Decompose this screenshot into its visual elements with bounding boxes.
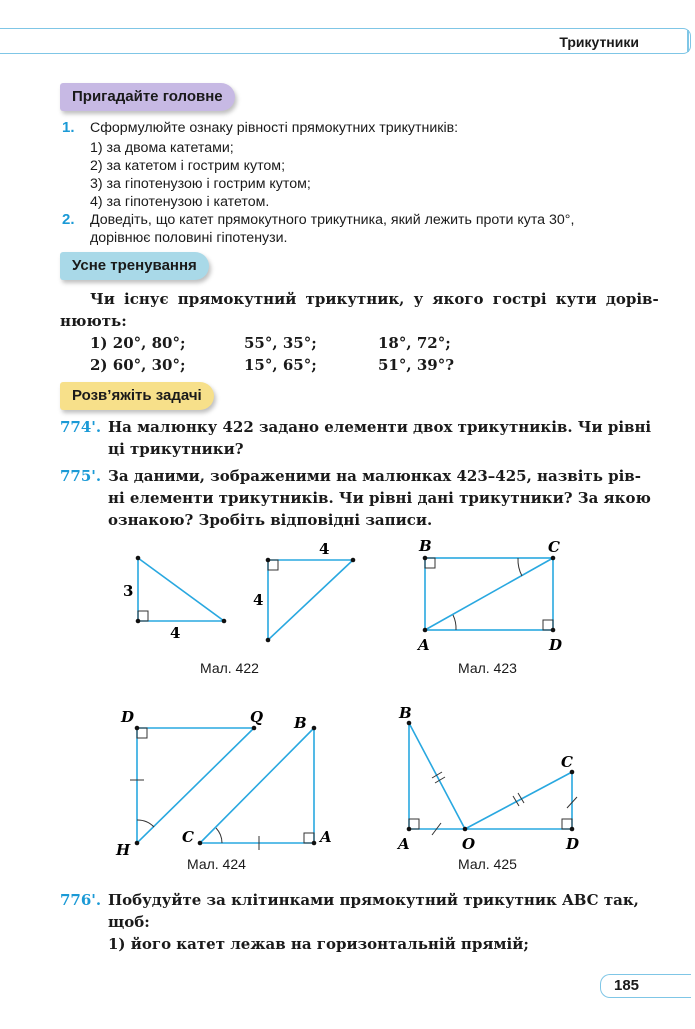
oral-row1-col3: 18°, 72°; [378, 334, 451, 352]
fig423-label-C: C [548, 538, 560, 556]
recall-2-line: Доведіть, що катет прямокутного трикутника, який лежить проти кута 30°, [90, 212, 575, 228]
fig422-label-3: 3 [123, 582, 134, 600]
oral-row2-col2: 15°, 65°; [244, 356, 317, 374]
caption-fig424: Мал. 424 [187, 856, 246, 872]
recall-num-2: 2. [62, 211, 75, 228]
recall-1-line: 2) за катетом і гострим кутом; [90, 158, 286, 174]
fig423-label-A: A [418, 636, 430, 654]
fig424-label-D: D [121, 708, 135, 726]
fig425-label-C: C [561, 753, 573, 771]
recall-2-line: дорівнює половині гіпотенузи. [90, 230, 288, 246]
oral-row1-col1: 1) 20°, 80°; [90, 334, 186, 352]
fig425-label-D: D [566, 835, 580, 853]
fig424-label-C: C [182, 828, 194, 846]
fig424-label-H: H [116, 841, 131, 859]
figure-424 [130, 728, 314, 850]
task-776-line: 1) його катет лежав на горизонтальній прямій; [108, 935, 529, 953]
fig425-label-B: B [399, 704, 412, 722]
fig425-label-A: A [398, 835, 410, 853]
figure-425 [409, 723, 577, 835]
task-774-line: На малюнку 422 задано елементи двох трикутників. Чи рівні [108, 418, 652, 436]
fig424-label-A: A [320, 828, 332, 846]
section-oral-badge: Усне тренування [60, 252, 209, 280]
recall-1-line: 3) за гіпотенузою і гострим кутом; [90, 176, 311, 192]
caption-fig422: Мал. 422 [200, 660, 259, 676]
task-774-num: 774'. [60, 418, 102, 436]
oral-row2-col3: 51°, 39°? [378, 356, 454, 374]
task-776-line: Побудуйте за клітинками прямокутний трикутник ABC так, [108, 891, 639, 909]
fig423-label-B: B [419, 537, 432, 555]
task-775-line: ознакою? Зробіть відповідні записи. [108, 511, 433, 529]
section-solve-badge: Розв’яжіть задачі [60, 382, 214, 410]
fig422-label-4b: 4 [253, 591, 264, 609]
section-recall-badge: Пригадайте головне [60, 83, 235, 111]
task-775-line: ні елементи трикутників. Чи рівні дані трикутники? За якою [108, 489, 651, 507]
fig423-label-D: D [549, 636, 563, 654]
fig424-label-Q: Q [250, 708, 264, 726]
task-776-line: щоб: [108, 913, 150, 931]
oral-question-line1: Чи існує прямокутний трикутник, у якого гострі кути дорів- [90, 290, 659, 308]
fig424-label-B: B [294, 714, 307, 732]
recall-1-line: Сформулюйте ознаку рівності прямокутних трикутників: [90, 120, 459, 136]
recall-1-line: 4) за гіпотенузою і катетом. [90, 194, 270, 210]
fig425-label-O: O [462, 835, 476, 853]
task-776-num: 776'. [60, 891, 102, 909]
task-774-line: ці трикутники? [108, 440, 244, 458]
task-775-line: За даними, зображеними на малюнках 423–425, назвіть рів- [108, 467, 641, 485]
oral-row2-col1: 2) 60°, 30°; [90, 356, 186, 374]
caption-fig423: Мал. 423 [458, 660, 517, 676]
page-number: 185 [614, 977, 640, 994]
recall-1-line: 1) за двома катетами; [90, 140, 234, 156]
recall-num-1: 1. [62, 119, 75, 136]
fig422-label-4a: 4 [170, 624, 181, 642]
figure-423 [425, 558, 553, 630]
task-775-num: 775'. [60, 467, 102, 485]
caption-fig425: Мал. 425 [458, 856, 517, 872]
oral-question-line2: нюють: [60, 312, 127, 330]
fig422-label-4c: 4 [319, 540, 330, 558]
oral-row1-col2: 55°, 35°; [244, 334, 317, 352]
header-title: Трикутники [559, 34, 639, 50]
